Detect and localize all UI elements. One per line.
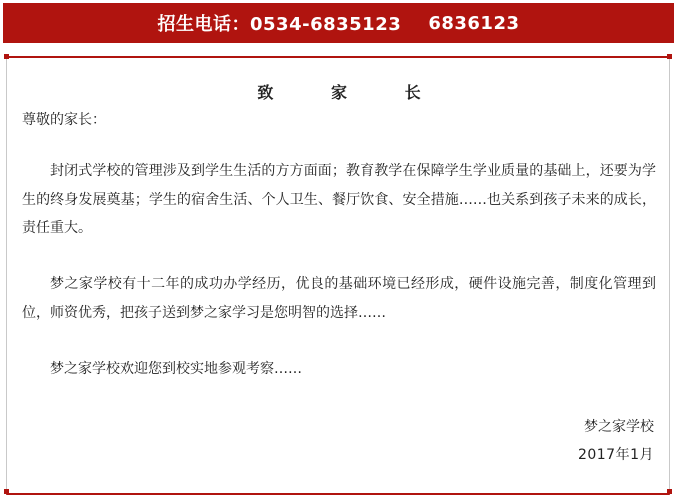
signature-organization: 梦之家学校 bbox=[584, 419, 654, 435]
paragraph-experience: 梦之家学校有十二年的成功办学经历，优良的基础环境已经形成，硬件设施完善，制度化管理到位，师资优秀，把孩子送到梦之家学习是您明智的选择…… bbox=[22, 276, 656, 321]
salutation: 尊敬的家长： bbox=[22, 112, 106, 128]
letter-title: 致 家 长 bbox=[257, 83, 447, 102]
frame-corner-top-right bbox=[667, 54, 672, 59]
signature-date: 2017年1月 bbox=[577, 447, 654, 463]
paragraph-invitation: 梦之家学校欢迎您到校实地参观考察…… bbox=[50, 361, 302, 377]
phone-primary: 招生电话：0534-6835123 bbox=[157, 14, 402, 35]
enrollment-phone-banner bbox=[3, 3, 674, 43]
frame-corner-top-left bbox=[4, 54, 9, 59]
paragraph-management: 封闭式学校的管理涉及到学生生活的方方面面；教育教学在保障学生学业质量的基础上，还要为学生的终身发展奠基；学生的宿舍生活、个人卫生、餐厅饮食、安全措施……也关系到孩子未来的成长，责任重大。 bbox=[22, 163, 656, 236]
phone-secondary: 6836123 bbox=[428, 12, 520, 34]
frame-corner-bottom-right bbox=[667, 489, 672, 494]
frame-corner-bottom-left bbox=[4, 489, 9, 494]
